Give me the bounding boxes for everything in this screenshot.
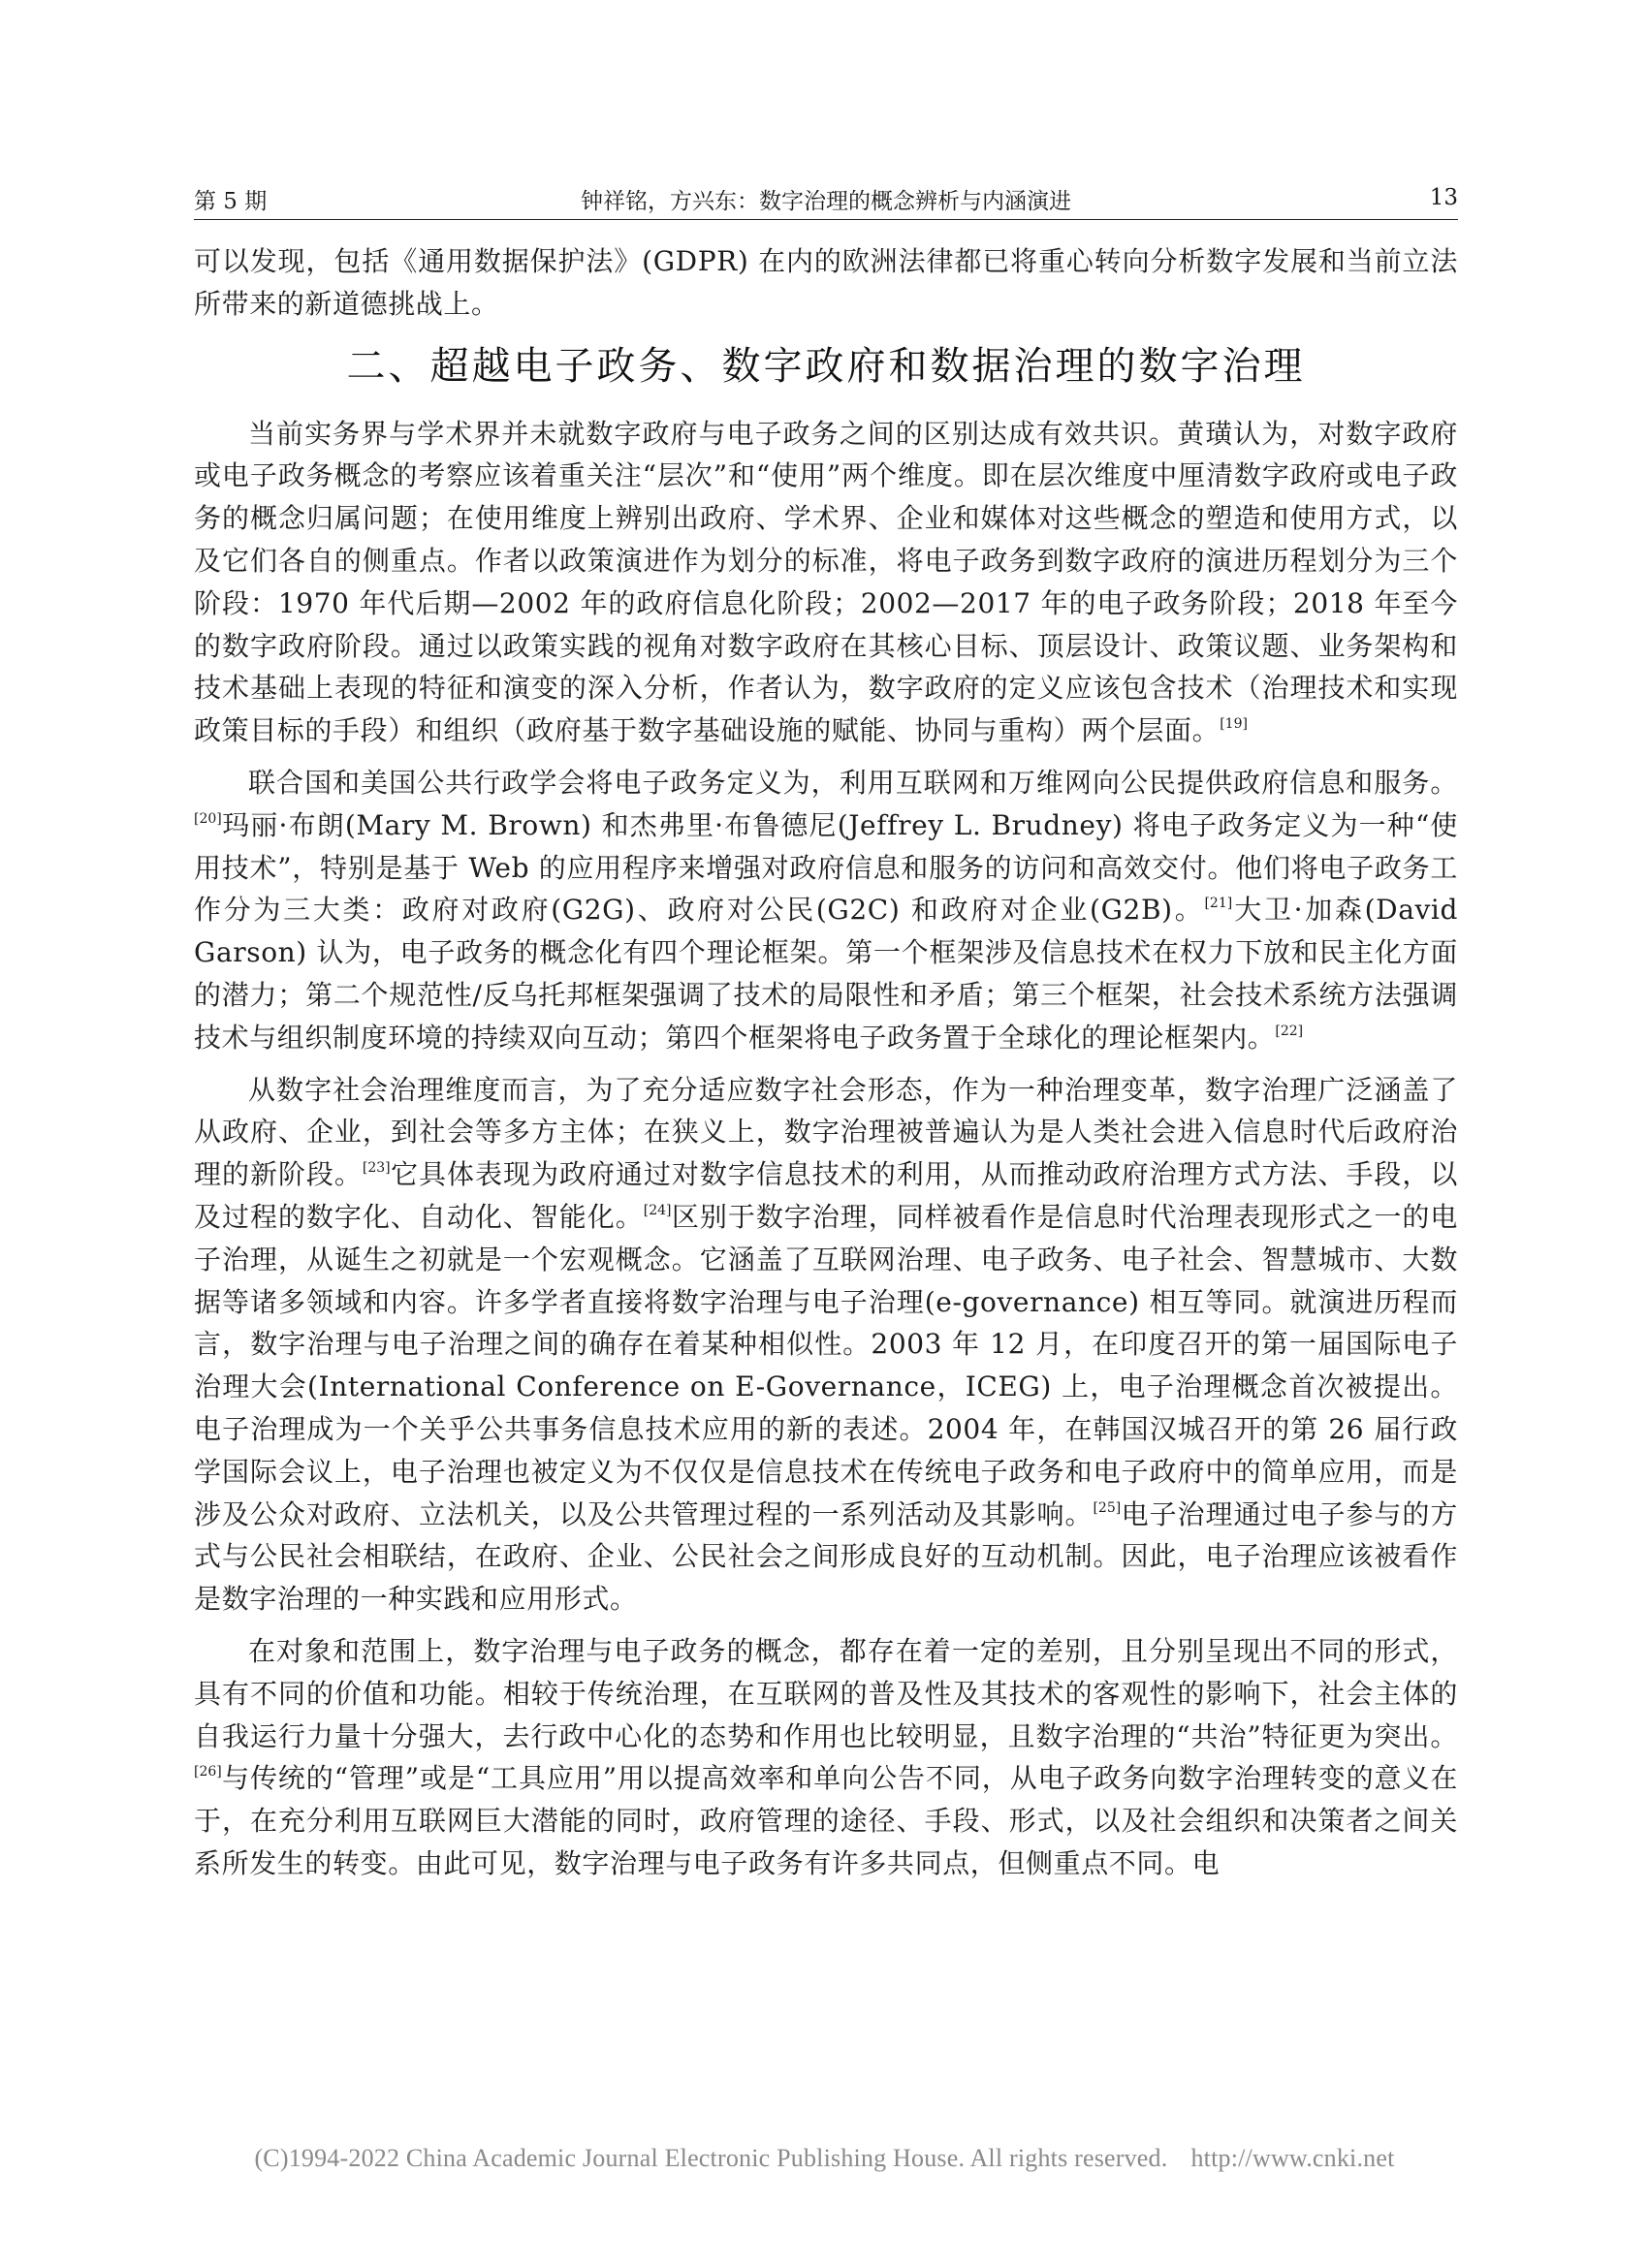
citation-ref: [23] xyxy=(362,1160,391,1177)
citation-ref: [26] xyxy=(194,1764,222,1780)
footer-url: http://www.cnki.net xyxy=(1190,2144,1395,2172)
paragraph xyxy=(194,1630,1458,1885)
running-header xyxy=(194,177,1458,220)
paragraph-text: 与传统的“管理”或是“工具应用”用以提高效率和单向公告不同，从电子政务向数字治理转变的意义在于，在充分利用互联网巨大潜能的同时，政府管理的途径、手段、形式，以及社会组织和决策者之间关系所发生的转变。由此可见，数字治理与电子政务有许多共同点，但侧重点不同。电 xyxy=(194,1762,1458,1879)
paragraph-text: 大卫·加森(David Garson) 认为，电子政务的概念化有四个理论框架。第一个框架涉及信息技术在权力下放和民主化方面的潜力；第二个规范性/反乌托邦框架强调了技术的局限性和矛盾；第三个框架，社会技术系统方法强调技术与组织制度环境的持续双向互动；第四个框架将电子政务置于全球化的理论框架内。 xyxy=(194,894,1459,1054)
paragraph-text: 在对象和范围上，数字治理与电子政务的概念，都存在着一定的差别，且分别呈现出不同的形式，具有不同的价值和功能。相较于传统治理，在互联网的普及性及其技术的客观性的影响下，社会主体的自我运行力量十分强大，去行政中心化的态势和作用也比较明显，且数字治理的“共治”特征更为突出。 xyxy=(194,1634,1458,1752)
paragraph-text: 区别于数字治理，同样被看作是信息时代治理表现形式之一的电子治理，从诞生之初就是一个宏观概念。它涵盖了互联网治理、电子政务、电子社会、智慧城市、大数据等诸多领域和内容。许多学者直接将数字治理与电子治理(e-governance) 相互等同。就演进历程而言，数字治理与电子治理之间的确存在着某种相似性。2003 年 12 月，在印度召开的第一届国际电子治理大会(International Conference on E-Governance，ICEG) 上，电子治理概念首次被提出。电子治理成为一个关乎公共事务信息技术应用的新的表述。2004 年，在韩国汉城召开的第 26 届行政学国际会议上，电子治理也被定义为不仅仅是信息技术在传统电子政务和电子政府中的简单应用，而是涉及公众对政府、立法机关，以及公共管理过程的一系列活动及其影响。 xyxy=(194,1200,1458,1530)
article-body xyxy=(194,240,1458,1885)
paragraph xyxy=(194,762,1458,1059)
citation-ref: [19] xyxy=(1220,716,1248,733)
paragraph-text: 玛丽·布朗(Mary M. Brown) 和杰弗里·布鲁德尼(Jeffrey L. Brudney) 将电子政务定义为一种“使用技术”，特别是基于 Web 的应用程序来增强对政府信息和服务的访问和高效交付。他们将电子政务工作分为三大类：政府对政府(G2G)、政府对公民(G2C) 和政府对企业(G2B)。 xyxy=(194,808,1458,927)
paragraph-text: 电子治理通过电子参与的方式与公民社会相联结，在政府、企业、公民社会之间形成良好的互动机制。因此，电子治理应该被看作是数字治理的一种实践和应用形式。 xyxy=(194,1497,1458,1616)
header-rule xyxy=(194,219,1458,220)
citation-ref: [20] xyxy=(194,810,222,827)
citation-ref: [24] xyxy=(643,1202,672,1218)
section-heading: 二、超越电子政务、数字政府和数据治理的数字治理 xyxy=(346,343,1306,389)
footer-watermark xyxy=(0,2144,1649,2183)
citation-ref: [25] xyxy=(1093,1499,1122,1516)
paragraph-text: 它具体表现为政府通过对数字信息技术的利用，从而推动政府治理方式方法、手段，以及过程的数字化、自动化、智能化。 xyxy=(194,1158,1458,1233)
paragraph xyxy=(194,413,1458,752)
paragraph xyxy=(194,1069,1458,1621)
citation-ref: [21] xyxy=(1204,896,1233,912)
paragraph-text: 联合国和美国公共行政学会将电子政务定义为，利用互联网和万维网向公民提供政府信息和服务。 xyxy=(248,766,1458,799)
paragraph-continued: 可以发现，包括《通用数据保护法》(GDPR) 在内的欧洲法律都已将重心转向分析数字发展和当前立法所带来的新道德挑战上。 xyxy=(194,245,1458,320)
paragraph-text: 当前实务界与学术界并未就数字政府与电子政务之间的区别达成有效共识。黄璜认为，对数字政府或电子政务概念的考察应该着重关注“层次”和“使用”两个维度。即在层次维度中厘清数字政府或电子政务的概念归属问题；在使用维度上辨别出政府、学术界、企业和媒体对这些概念的塑造和使用方式，以及它们各自的侧重点。作者以政策演进作为划分的标准，将电子政务到数字政府的演进历程划分为三个阶段：1970 年代后期—2002 年的政府信息化阶段；2002—2017 年的电子政务阶段；2018 年至今的数字政府阶段。通过以政策实践的视角对数字政府在其核心目标、顶层设计、政策议题、业务架构和技术基础上表现的特征和演变的深入分析，作者认为，数字政府的定义应该包含技术（治理技术和实现政策目标的手段）和组织（政府基于数字基础设施的赋能、协同与重构）两个层面。 xyxy=(194,417,1458,747)
issue-number: 第 5 期 xyxy=(194,189,268,214)
citation-ref: [22] xyxy=(1275,1023,1304,1039)
copyright-notice: (C)1994-2022 China Academic Journal Electronic Publishing House. All rights reserved. xyxy=(254,2144,1168,2172)
page-number: 13 xyxy=(1429,185,1458,210)
running-title: 钟祥铭，方兴东：数字治理的概念辨析与内涵演进 xyxy=(581,189,1071,214)
paragraph-text: 从数字社会治理维度而言，为了充分适应数字社会形态，作为一种治理变革，数字治理广泛涵盖了从政府、企业，到社会等多方主体；在狭义上，数字治理被普遍认为是人类社会进入信息时代后政府治理的新阶段。 xyxy=(194,1073,1458,1191)
